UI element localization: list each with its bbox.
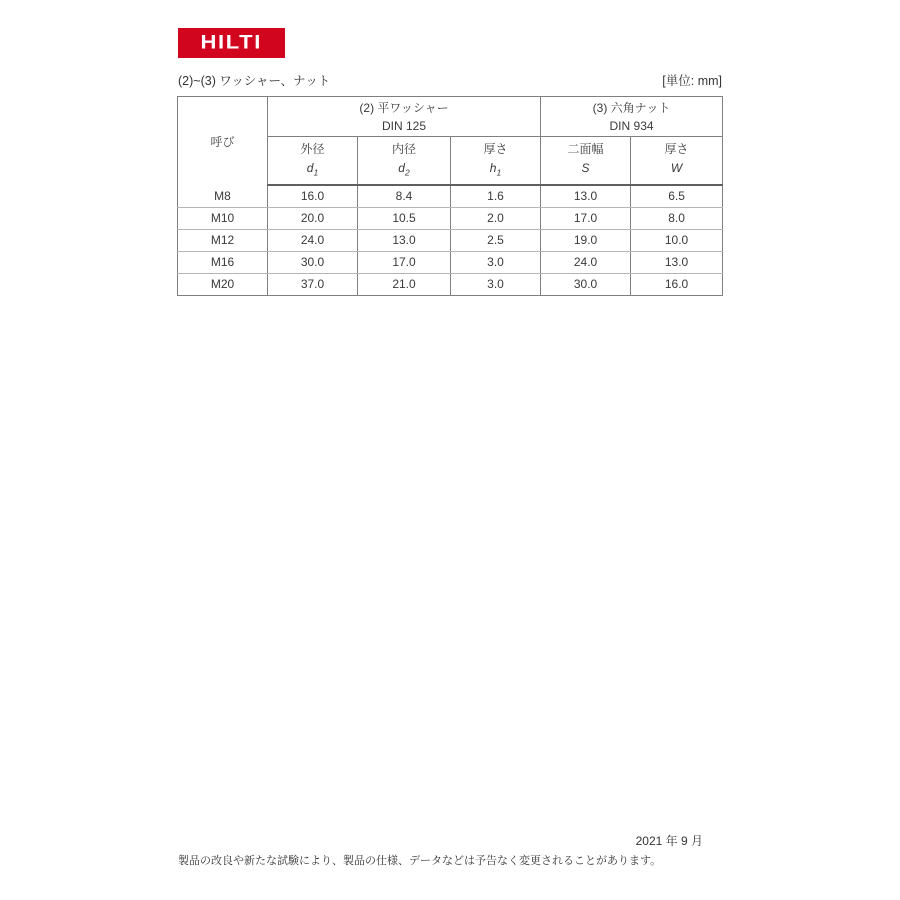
table-cell: 10.5: [358, 208, 451, 230]
table-row: [178, 252, 723, 274]
hilti-logo: [178, 28, 285, 58]
col-symbol: S: [581, 161, 590, 175]
page-title: (2)~(3) ワッシャー、ナット: [178, 74, 331, 88]
group-header-row: [178, 97, 723, 137]
table-cell: 8.0: [631, 208, 723, 230]
col-label: 厚さ: [483, 142, 508, 156]
table-row: [178, 230, 723, 252]
row-name: M20: [178, 274, 268, 296]
unit-label: [単位: mm]: [662, 74, 722, 88]
col-symbol: $d_1$: [306, 161, 319, 178]
table-cell: 1.6: [451, 185, 541, 208]
col-symbol: W: [670, 161, 683, 175]
table-row: [178, 185, 723, 208]
row-name: M12: [178, 230, 268, 252]
spec-table: [177, 96, 723, 296]
col-header-thickness-washer: [451, 137, 541, 186]
col-header-width-across-flats: [541, 137, 631, 186]
group-label: (2) 平ワッシャー: [359, 101, 449, 115]
table-cell: 13.0: [541, 185, 631, 208]
table-cell: 37.0: [268, 274, 358, 296]
group-standard: DIN 934: [609, 119, 654, 133]
table-cell: 8.4: [358, 185, 451, 208]
col-symbol: $h_1$: [489, 161, 502, 178]
row-name: M8: [178, 185, 268, 208]
hilti-logo-text: HILTI: [200, 31, 263, 54]
row-name: M10: [178, 208, 268, 230]
footer-date: 2021 年 9 月: [635, 834, 703, 848]
table-cell: 16.0: [268, 185, 358, 208]
group-label: (3) 六角ナット: [592, 101, 671, 115]
table-cell: 3.0: [451, 252, 541, 274]
row-name: M16: [178, 252, 268, 274]
table-cell: 10.0: [631, 230, 723, 252]
col-label: 外径: [300, 142, 325, 156]
table-cell: 30.0: [268, 252, 358, 274]
spec-table-wrap: [177, 96, 723, 296]
col-header-outer-dia: [268, 137, 358, 186]
table-cell: 19.0: [541, 230, 631, 252]
group-header-flat-washer: [268, 97, 541, 137]
table-cell: 3.0: [451, 274, 541, 296]
table-cell: 24.0: [541, 252, 631, 274]
col-label: 厚さ: [664, 142, 689, 156]
table-cell: 2.0: [451, 208, 541, 230]
table-cell: 24.0: [268, 230, 358, 252]
table-cell: 21.0: [358, 274, 451, 296]
col-symbol: $d_2$: [398, 161, 410, 178]
table-cell: 13.0: [631, 252, 723, 274]
table-row: [178, 274, 723, 296]
table-cell: 13.0: [358, 230, 451, 252]
col-header-thickness-nut: [631, 137, 723, 186]
table-cell: 30.0: [541, 274, 631, 296]
table-cell: 6.5: [631, 185, 723, 208]
nominal-column-header: 呼び: [178, 97, 268, 186]
table-cell: 20.0: [268, 208, 358, 230]
table-cell: 2.5: [451, 230, 541, 252]
footer-disclaimer: 製品の改良や新たな試験により、製品の仕様、データなどは予告なく変更されることがあります。: [178, 855, 662, 867]
title-row: [178, 71, 722, 89]
col-label: 内径: [391, 142, 416, 156]
col-header-inner-dia: [358, 137, 451, 186]
table-row: [178, 208, 723, 230]
col-label: 二面幅: [567, 142, 604, 156]
table-cell: 16.0: [631, 274, 723, 296]
table-cell: 17.0: [541, 208, 631, 230]
group-standard: DIN 125: [382, 119, 427, 133]
table-cell: 17.0: [358, 252, 451, 274]
group-header-hex-nut: [541, 97, 723, 137]
